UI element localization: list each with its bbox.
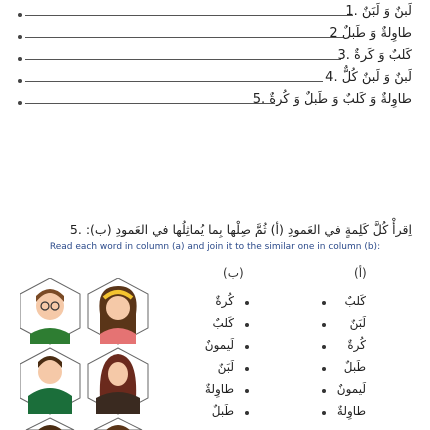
line-prompt: طاوِلةٌ وَ طَبلٌ 2 [329,26,412,41]
match-dot-a[interactable] [322,367,326,371]
line-prompt: لَبنٌ وَ لَبَنٌ .1 [345,4,412,19]
column-a-word: لَيمونٌ [336,382,366,396]
match-dot-b[interactable] [245,411,249,415]
column-a-header: (أ) [354,266,367,280]
column-b-word: طَبلٌ [211,404,234,418]
line-row-4 [18,68,412,90]
column-b-word: لَبَنٌ [217,360,234,374]
match-dot-a[interactable] [322,411,326,415]
match-dot-a[interactable] [322,345,326,349]
line-start-dot [18,101,22,105]
column-b-word: كَلبٌ [212,316,234,330]
line-prompt: لَبنٌ وَ لَبنٌ كُلٌّ .4 [325,70,412,85]
column-b-word: طاوِلةٌ [204,382,234,396]
writing-line[interactable] [25,59,341,60]
match-dot-b[interactable] [245,367,249,371]
writing-line[interactable] [25,37,343,38]
question-text: اِقرأْ كُلَّ كَلِمةٍ في العَمودِ (أ) ثُمَّ صِلْها بِما يُماثِلُها في العَمودِ (ب): .5 [69,222,412,237]
english-instruction: Read each word in column (a) and join it to the similar one in column (b): [49,242,381,252]
column-b-word: لَيمونٌ [204,338,234,352]
writing-line[interactable] [25,15,353,16]
column-a-word: لَبَنٌ [349,316,366,330]
column-b-header: (ب) [223,266,244,280]
line-start-dot [18,79,22,83]
writing-line[interactable] [25,103,275,104]
character-illustrations [20,278,190,430]
match-dot-a[interactable] [322,389,326,393]
match-dot-a[interactable] [322,323,326,327]
column-b-word: كُرةٌ [215,294,234,308]
match-dot-b[interactable] [245,389,249,393]
line-row-1 [18,2,412,24]
line-row-3 [18,46,412,68]
line-row-5 [18,90,412,112]
writing-line[interactable] [25,81,323,82]
girl-illustration [88,278,148,344]
column-a-word: طَبلٌ [343,360,366,374]
boy-hoodie-illustration [20,348,80,414]
line-start-dot [18,57,22,61]
boy-glasses-illustration [20,278,80,344]
match-dot-a[interactable] [322,301,326,305]
line-start-dot [18,35,22,39]
column-a-word: كَلبٌ [344,294,366,308]
line-row-2 [18,24,412,46]
match-dot-b[interactable] [245,345,249,349]
line-start-dot [18,13,22,17]
line-prompt: كَلبٌ وَ كَرةٌ .3 [337,48,412,63]
woman-hijab-illustration [88,348,148,414]
match-dot-b[interactable] [245,323,249,327]
line-prompt: طاوِلةٌ وَ كَلبٌ وَ طَبلٌ وَ كُرةٌ .5 [252,92,412,107]
match-dot-b[interactable] [245,301,249,305]
column-a-word: كُرةٌ [347,338,366,352]
column-a-word: طاوِلةٌ [336,404,366,418]
